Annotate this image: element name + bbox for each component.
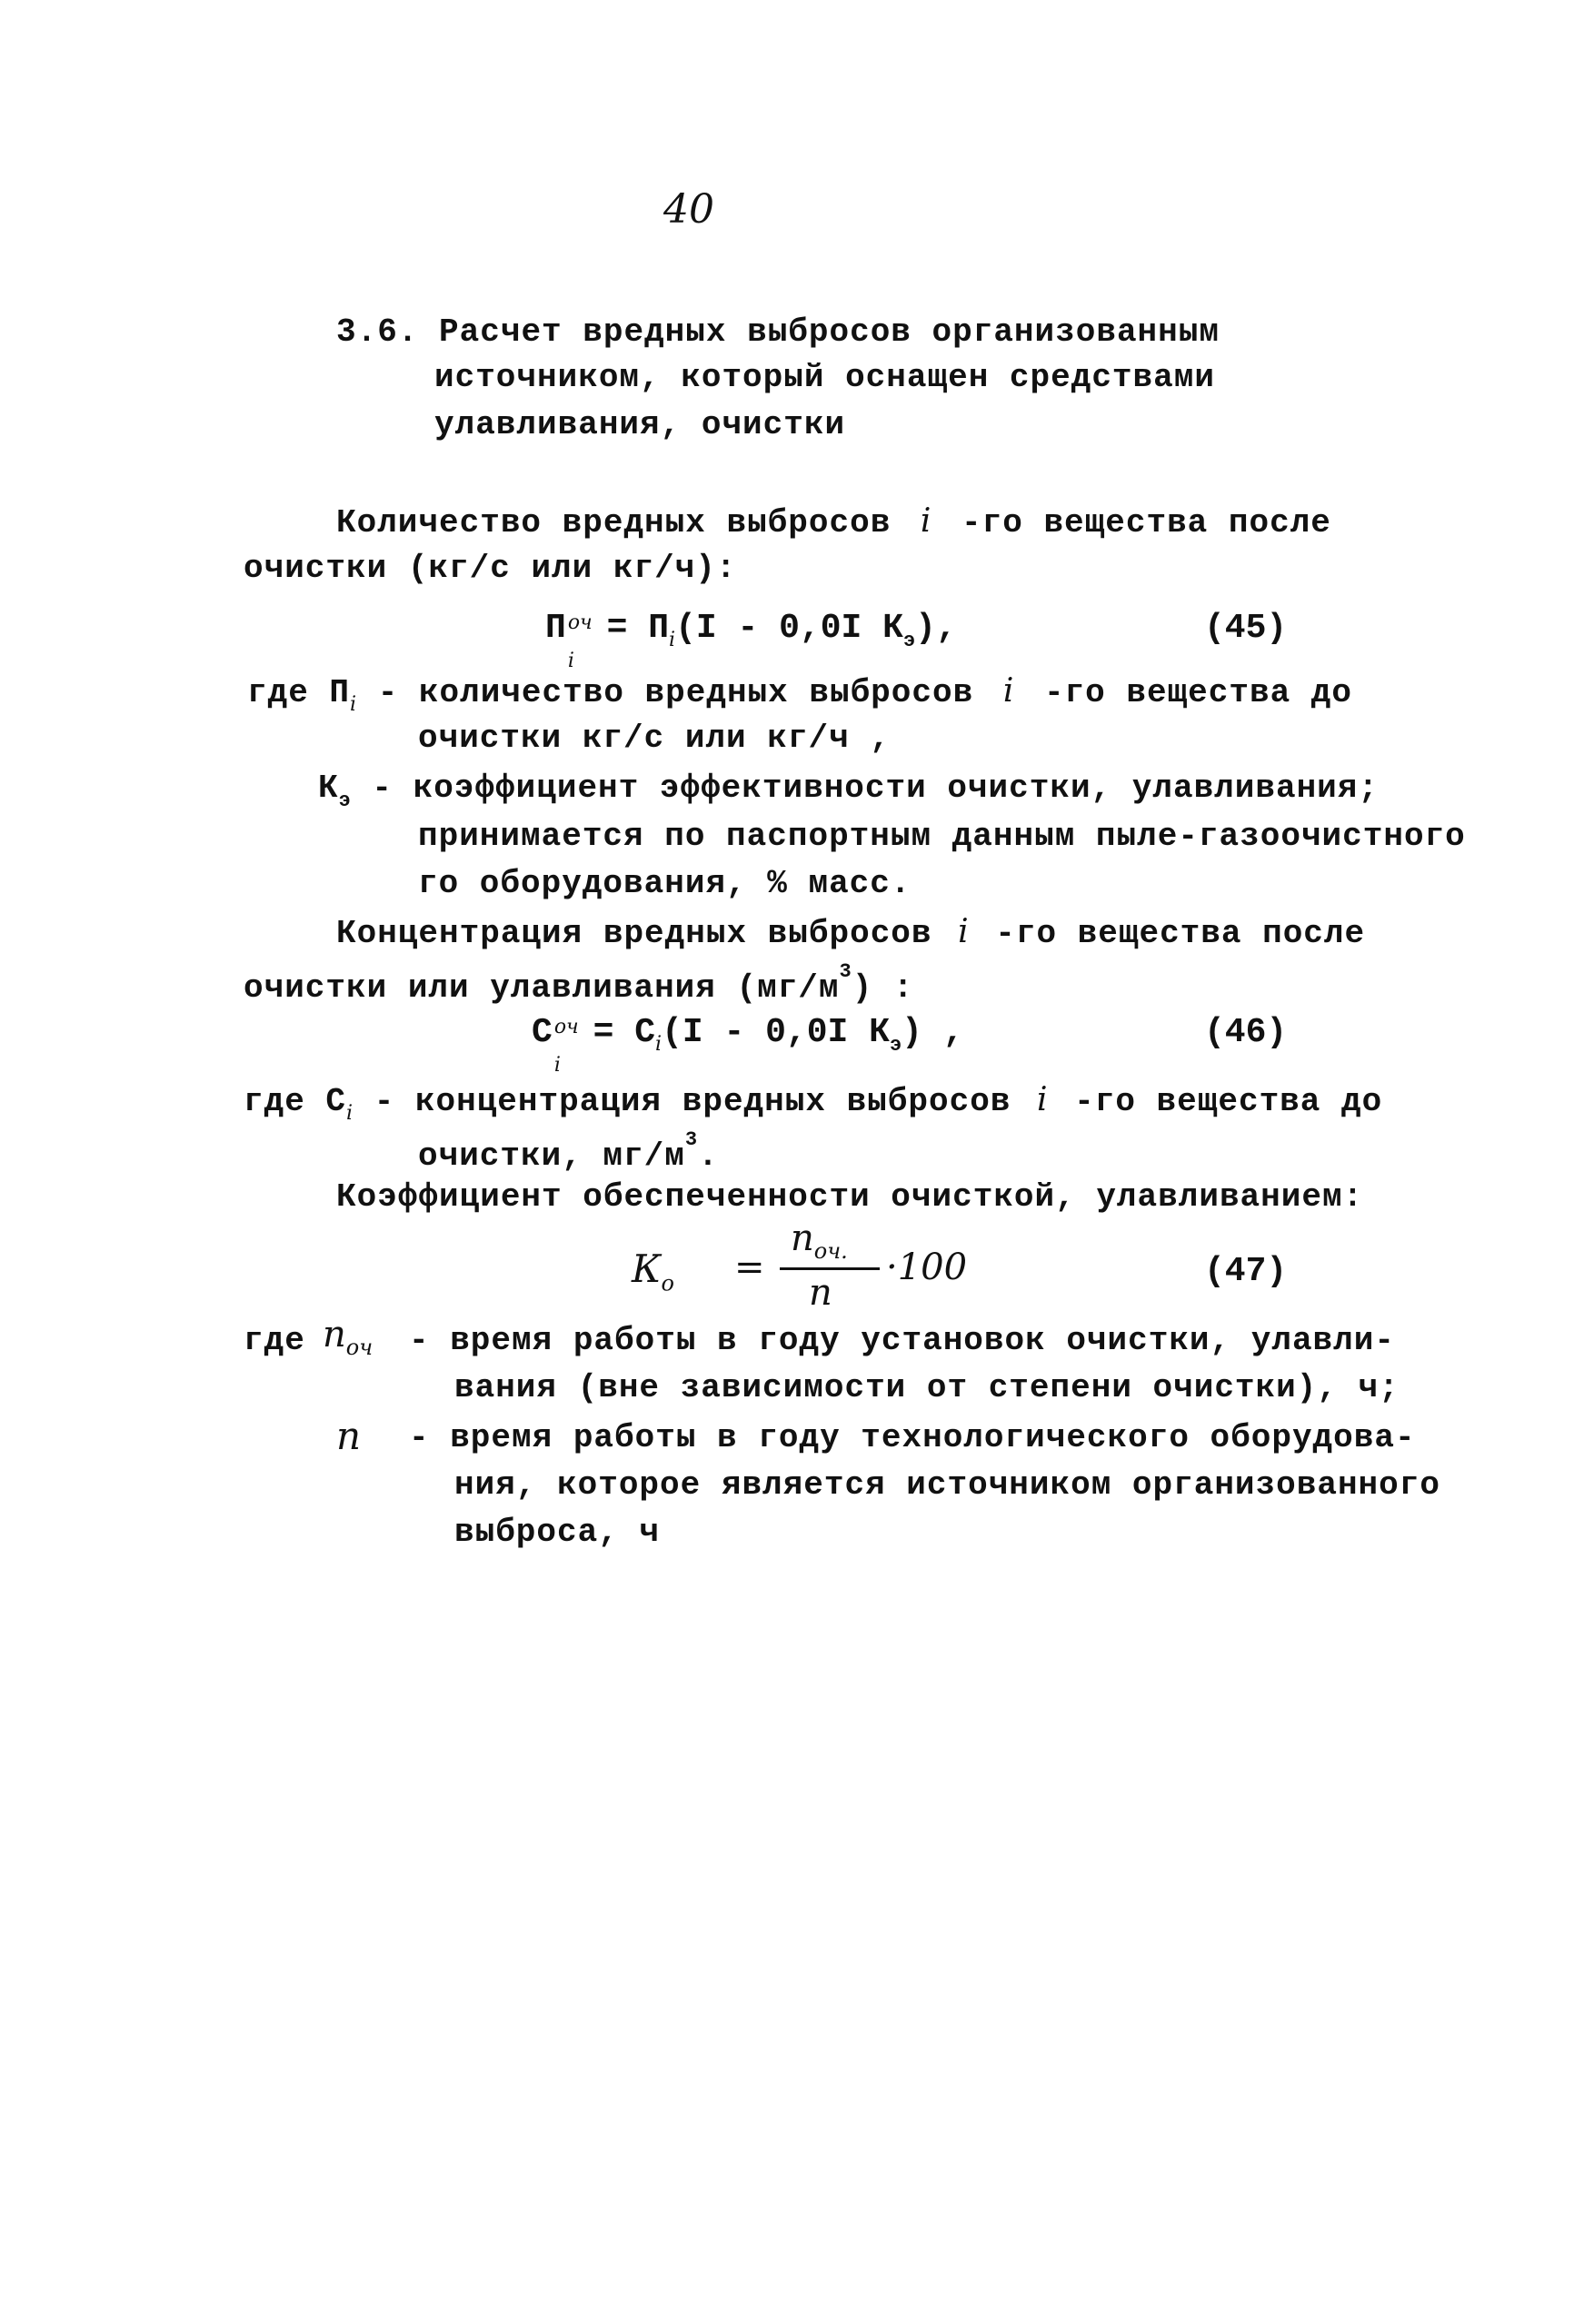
f46-lhs-sub: i [553, 1054, 561, 1077]
f45-lhs-sub: i [567, 650, 574, 672]
section-number: 3.6. [336, 313, 419, 351]
pi-sub: i [350, 693, 358, 716]
section-heading [336, 313, 1220, 351]
def45-line-2: очистки кг/с или кг/ч , [418, 720, 891, 757]
p2-l2-sup: 3 [839, 960, 852, 983]
where-word: где [244, 1083, 305, 1120]
ci-text-b: -го вещества до [1074, 1083, 1383, 1120]
formula-47-lhs [632, 1246, 674, 1296]
var-i: i [1002, 672, 1015, 710]
def47-noch-symbol [323, 1314, 373, 1360]
def46-line-2 [418, 1128, 719, 1175]
formula-47-denominator: n [809, 1272, 832, 1314]
f45-rhs: = П [606, 609, 670, 648]
section-title-line-1: Расчет вредных выбросов организованным [439, 313, 1220, 351]
f45-close: ), [915, 609, 957, 648]
formula-46 [532, 1013, 964, 1077]
var-i: i [1037, 1081, 1049, 1118]
f47-numerator: n [791, 1217, 814, 1259]
def47-where: где [244, 1322, 305, 1359]
formula-47-eq: = [734, 1246, 765, 1288]
f45-k-sub: э [902, 630, 916, 652]
equation-number-45: (45) [1204, 609, 1288, 648]
f46-k-sub: э [889, 1034, 902, 1057]
paragraph-2-line-2 [244, 960, 914, 1007]
f45-lhs-sup: оч [567, 611, 593, 634]
pi-text-a: - количество вредных выбросов [377, 674, 974, 711]
def47-n-line-3: выброса, ч [454, 1514, 661, 1551]
pi-text-b: -го вещества до [1043, 674, 1352, 711]
equation-number-47: (47) [1204, 1252, 1288, 1291]
page-number: 40 [663, 186, 714, 233]
k-text-1: - коэффициент эффективности очистки, улавливания; [372, 770, 1379, 807]
paragraph-1-line-2: очистки (кг/с или кг/ч): [244, 550, 737, 587]
f45-rhs-sub: i [669, 629, 676, 651]
f46-close: ) , [902, 1013, 964, 1052]
f47-lhs: К [632, 1246, 662, 1291]
f47-numerator-sub: оч. [813, 1238, 848, 1264]
p2-l2-end: ) : [852, 969, 914, 1007]
def45-k-line-3: го оборудования, % масс. [418, 865, 912, 902]
noch-symbol: n [323, 1314, 346, 1356]
ci-text-2-sup: 3 [684, 1128, 699, 1151]
p2-l2-text: очистки или улавливания (мг/м [244, 969, 840, 1007]
def45-k-line-2: принимается по паспортным данным пыле-газоочистного [418, 818, 1466, 855]
var-i: i [920, 502, 932, 540]
equation-number-46: (46) [1204, 1013, 1288, 1052]
f46-rhs-sub: i [655, 1033, 662, 1056]
k-sub: э [338, 790, 352, 812]
paragraph-1-line-1 [336, 502, 1331, 541]
f45-rhs-tail: (I - 0,0I К [675, 609, 903, 648]
p2-text-b: -го вещества после [995, 915, 1366, 952]
f46-rhs: = С [593, 1013, 656, 1052]
ci-text-2: очистки, мг/м [418, 1137, 685, 1175]
def47-noch-line-2: вания (вне зависимости от степени очистки), ч; [454, 1369, 1400, 1406]
section-title-line-2: источником, который оснащен средствами [434, 359, 1215, 396]
f46-lhs-sup: оч [553, 1016, 579, 1038]
fraction-bar [780, 1267, 880, 1270]
def45-k-line-1 [318, 770, 1379, 812]
formula-45 [545, 609, 957, 672]
k-symbol: К [318, 770, 339, 807]
f46-lhs: С [532, 1013, 553, 1052]
def47-noch-line-1: - время работы в году установок очистки, улавли- [409, 1322, 1395, 1359]
f46-rhs-tail: (I - 0,0I К [662, 1013, 890, 1052]
def45-line-1 [247, 672, 1352, 716]
formula-47-tail: ·100 [886, 1246, 968, 1288]
noch-sub: оч [345, 1335, 374, 1360]
def46-line-1 [244, 1081, 1382, 1125]
def47-n-symbol: n [336, 1414, 362, 1458]
f47-lhs-sub: о [661, 1270, 674, 1296]
section-title-line-3: улавливания, очистки [434, 406, 846, 443]
paragraph-3-line-1: Коэффициент обеспеченности очисткой, улавливанием: [336, 1178, 1364, 1216]
def47-n-line-2: ния, которое является источником организованного [454, 1466, 1440, 1504]
def47-n-line-1: - время работы в году технологического оборудова- [409, 1419, 1416, 1456]
f45-lhs: П [545, 609, 566, 648]
formula-47-numerator [791, 1217, 848, 1264]
p1-text-a: Количество вредных выбросов [336, 504, 892, 541]
var-i: i [958, 913, 970, 950]
where-word: где [247, 674, 309, 711]
paragraph-2-line-1 [336, 913, 1365, 952]
ci-text-a: - концентрация вредных выбросов [374, 1083, 1011, 1120]
ci-symbol: С [325, 1083, 347, 1120]
p2-text-a: Концентрация вредных выбросов [336, 915, 932, 952]
ci-text-2-end: . [698, 1137, 719, 1175]
pi-symbol: П [329, 674, 351, 711]
ci-sub: i [346, 1102, 354, 1125]
p1-text-b: -го вещества после [961, 504, 1331, 541]
